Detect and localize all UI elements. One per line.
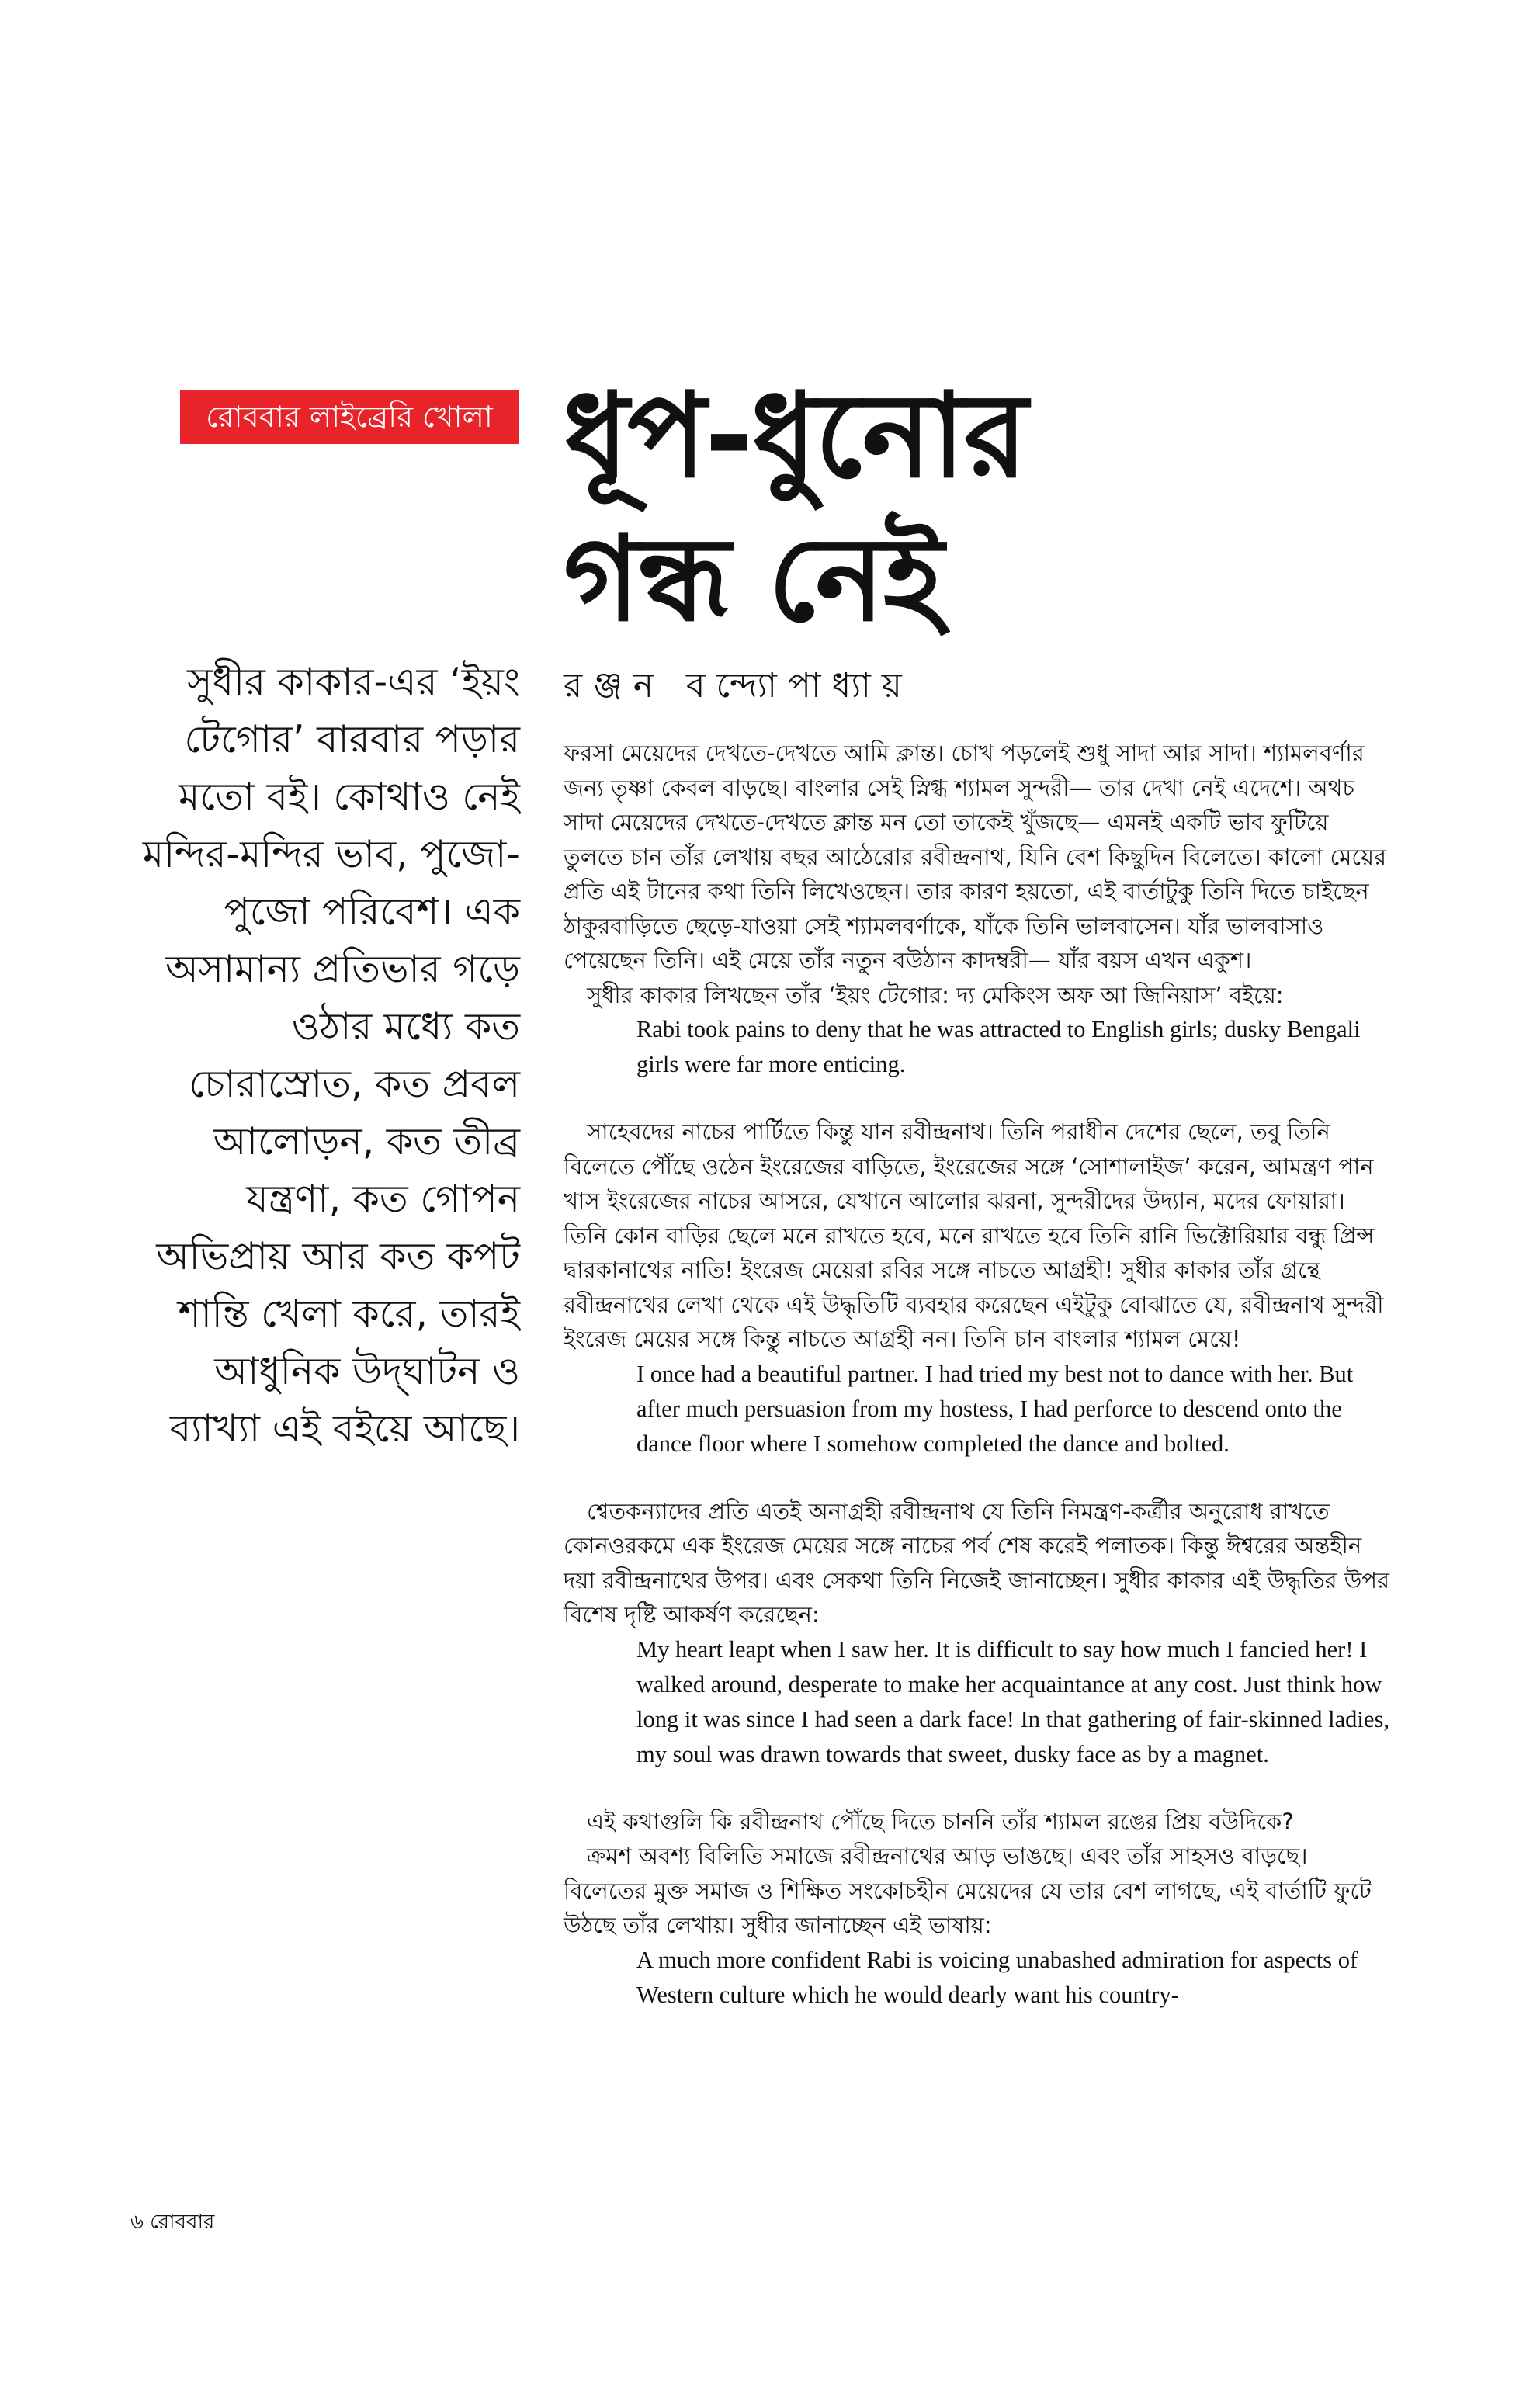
body-paragraph-5: এই কথাগুলি কি রবীন্দ্রনাথ পৌঁছে দিতে চাননি তাঁর শ্যামল রঙের প্রিয় বউদিকে? [587,1808,1294,1835]
body-paragraph-3: সাহেবদের নাচের পার্টিতে কিন্তু যান রবীন্দ্রনাথ। তিনি পরাধীন দেশের ছেলে, তবু তিনি বিলেতে পৌঁছে ওঠেন ইংরেজের বাড়িতে, ইংরেজের সঙ্গে ‘সোশালাইজ’ করেন, আমন্ত্রণ পান খাস ইংরেজের নাচের আসরে, যেখানে আলোর ঝরনা, সুন্দরীদের উদ্যান, মদের ফোয়ারা। তিনি কোন বাড়ির ছেলে মনে রাখতে হবে, মনে রাখতে হবে তিনি রানি ভিক্টোরিয়ার বন্ধু প্রিন্স দ্বারকানাথের নাতি! ইংরেজ মেয়েরা রবির সঙ্গে নাচতে আগ্রহী! সুধীর কাকার তাঁর গ্রন্থে রবীন্দ্রনাথের লেখা থেকে এই উদ্ধৃতিটি ব্যবহার করেছেন এইটুকু বোঝাতে যে, রবীন্দ্রনাথ সুন্দরী ইংরেজ মেয়ের সঙ্গে কিন্তু নাচতে আগ্রহী নন। তিনি চান বাংলার শ্যামল মেয়ে! [564,1118,1384,1352]
headline [564,365,1060,652]
block-quote-3: My heart leapt when I saw her. It is difficult to say how much I fancied her! I walked around, desperate to make her acquaintance at any cost. Just think how long it was since I had seen a dark face! In that gathering of fair-skinned ladies, my soul was drawn towards that sweet, dusky face as by a magnet. [636,1635,1389,1767]
block-quote-1: Rabi took pains to deny that he was attracted to English girls; dusky Bengali girls were far more enticing. [636,1016,1361,1077]
pull-quote: সুধীর কাকার-এর ‘ইয়ং টেগোর’ বারবার পড়ার মতো বই। কোথাও নেই মন্দির-মন্দির ভাব, পুজো-পুজো পরিবেশ। এক অসামান্য প্রতিভার গড়ে ওঠার মধ্যে কত চোরাস্রোত, কত প্রবল আলোড়ন, কত তীব্র যন্ত্রণা, কত গোপন অভিপ্রায় আর কত কপট শান্তি খেলা করে, তারই আধুনিক উদ্‌ঘাটন ও ব্যাখ্যা এই বইয়ে আছে। [142,660,520,1451]
block-quote-4: A much more confident Rabi is voicing unabashed admiration for aspects of Western culture which he would dearly want his country- [636,1946,1358,2008]
block-quote-2: I once had a beautiful partner. I had tried my best not to dance with her. But after much persuasion from my hostess, I had perforce to descend onto the dance floor where I somehow completed the dance and bolted. [636,1360,1354,1457]
headline-line-2: গন্ধ নেই [564,512,942,647]
article-body [564,736,1394,2013]
body-paragraph-4: শ্বেতকন্যাদের প্রতি এতই অনাগ্রহী রবীন্দ্রনাথ যে তিনি নিমন্ত্রণ-কর্ত্রীর অনুরোধ রাখতে কোনওরকমে এক ইংরেজ মেয়ের সঙ্গে নাচের পর্ব শেষ করেই পলাতক। কিন্তু ঈশ্বরের অন্তহীন দয়া রবীন্দ্রনাথের উপর। এবং সেকথা তিনি নিজেই জানাচ্ছেন। সুধীর কাকার এই উদ্ধৃতির উপর বিশেষ দৃষ্টি আকর্ষণ করেছেন: [564,1497,1390,1628]
body-paragraph-1: ফরসা মেয়েদের দেখতে-দেখতে আমি ক্লান্ত। চোখ পড়লেই শুধু সাদা আর সাদা। শ্যামলবর্ণার জন্য তৃষ্ণা কেবল বাড়ছে। বাংলার সেই স্নিগ্ধ শ্যামল সুন্দরী— তার দেখা নেই এদেশে। অথচ সাদা মেয়েদের দেখতে-দেখতে ক্লান্ত মন তো তাকেই খুঁজছে— এমনই একটি ভাব ফুটিয়ে তুলতে চান তাঁর লেখায় বছর আঠেরোর রবীন্দ্রনাথ, যিনি বেশ কিছুদিন বিলেতে। কালো মেয়ের প্রতি এই টানের কথা তিনি লিখেওছেন। তার কারণ হয়তো, এই বার্তাটুকু তিনি দিতে চাইছেন ঠাকুরবাড়িতে ছেড়ে-যাওয়া সেই শ্যামলবর্ণাকে, যাঁকে তিনি ভালবাসেন। যাঁর ভালবাসাও পেয়েছেন তিনি। এই মেয়ে তাঁর নতুন বউঠান কাদম্বরী— যাঁর বয়স এখন একুশ। [564,740,1387,973]
page-folio: ৬ রোববার [130,2211,215,2234]
author-byline: রঞ্জন বন্দ্যোপাধ্যায় [564,666,913,706]
section-label: রোববার লাইব্রেরি খোলা [180,390,519,444]
headline-line-1: ধূপ-ধুনোর [564,369,1027,504]
body-paragraph-6: ক্রমশ অবশ্য বিলিতি সমাজে রবীন্দ্রনাথের আড় ভাঙছে। এবং তাঁর সাহসও বাড়ছে। বিলেতের মুক্ত সমাজ ও শিক্ষিত সংকোচহীন মেয়েদের যে তার বেশ লাগছে, এই বার্তাটি ফুটে উঠছে তাঁর লেখায়। সুধীর জানাচ্ছেন এই ভাষায়: [564,1843,1372,1938]
body-paragraph-2: সুধীর কাকার লিখছেন তাঁর ‘ইয়ং টেগোর: দ্য মেকিংস অফ আ জিনিয়াস’ বইয়ে: [587,981,1284,1008]
